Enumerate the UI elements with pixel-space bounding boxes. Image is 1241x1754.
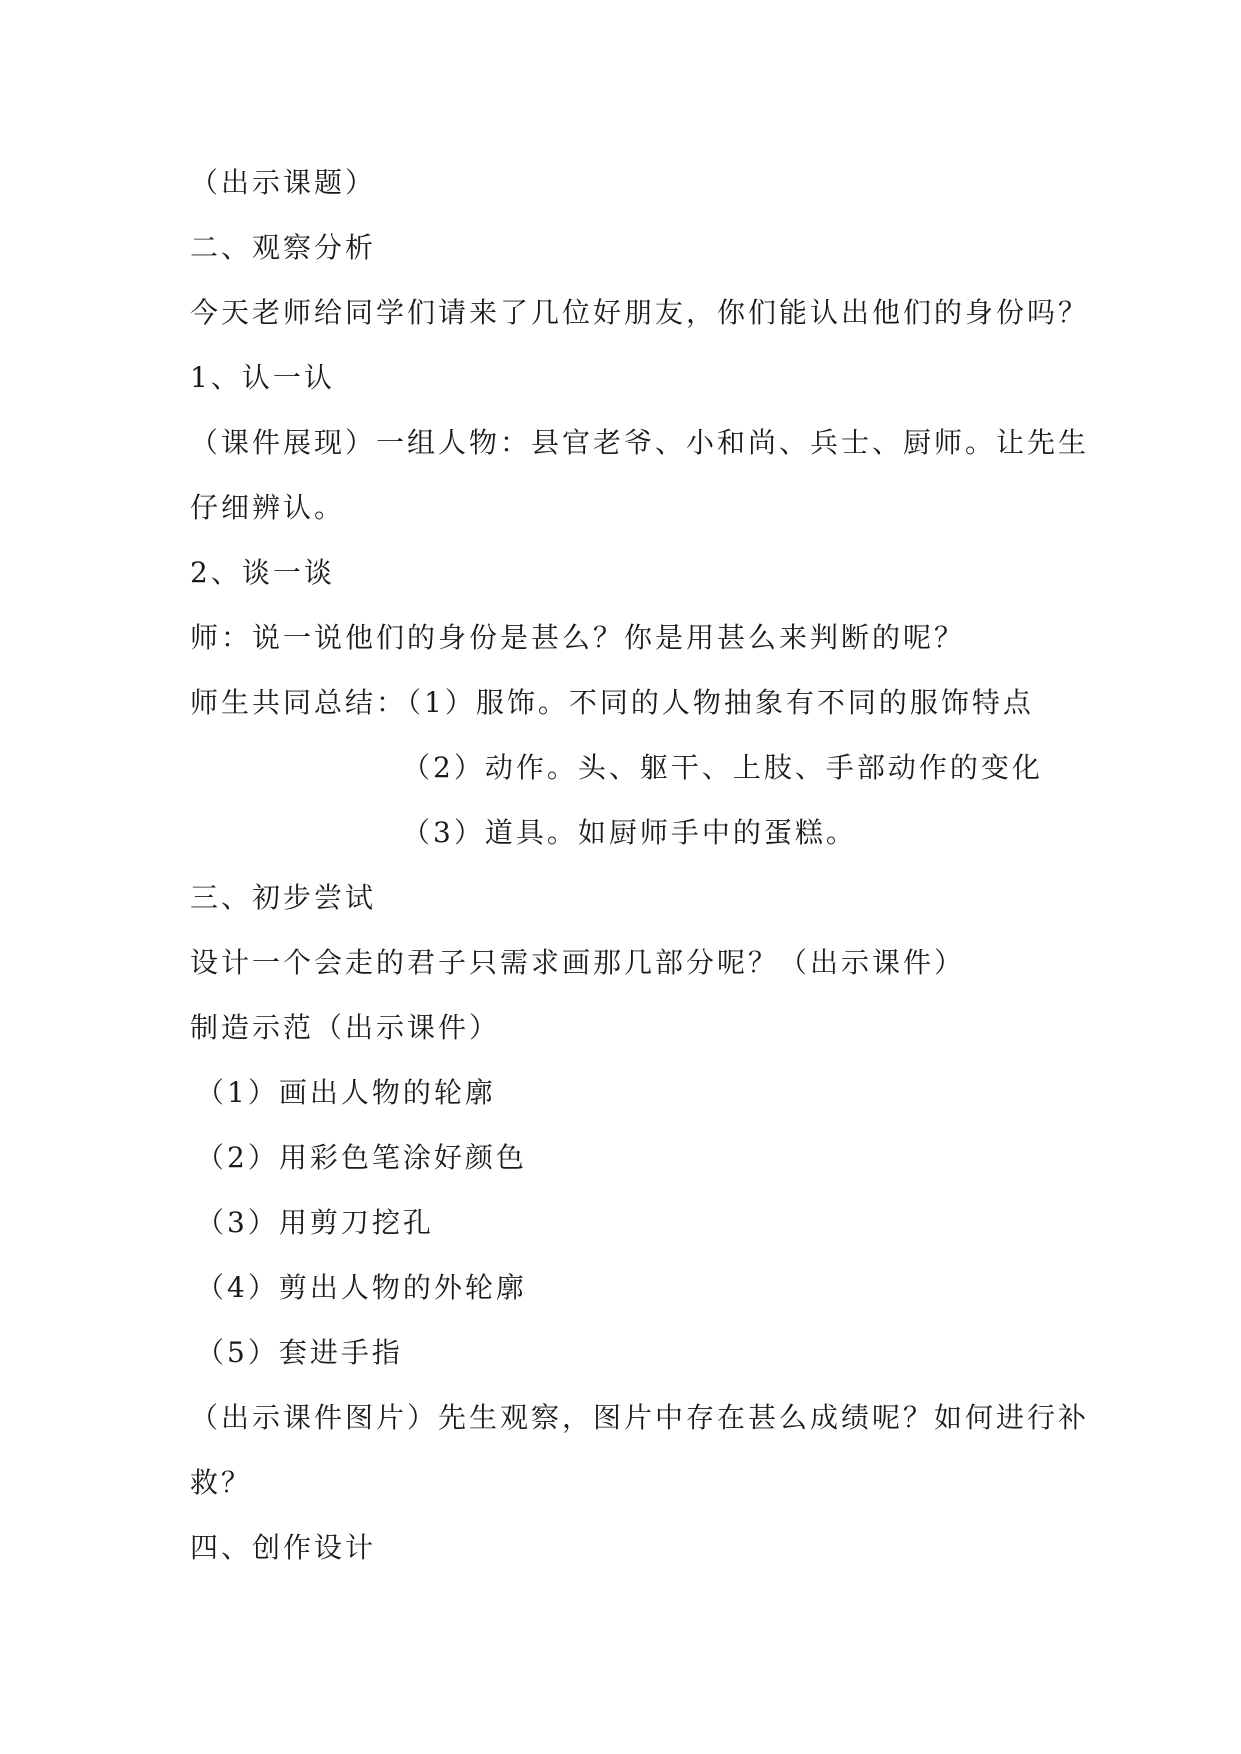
step-item-2: （2）用彩色笔涂好颜色 <box>196 1141 527 1174</box>
text-line-design-question: 设计一个会走的君子只需求画那几部分呢？（出示课件） <box>190 946 966 979</box>
subheading-recognize: 1、认一认 <box>190 361 335 394</box>
step-item-4: （4）剪出人物的外轮廓 <box>196 1271 527 1304</box>
section-heading-observe: 二、观察分析 <box>190 231 377 264</box>
subheading-discuss: 2、谈一谈 <box>190 556 335 589</box>
text-line-intro-friends: 今天老师给同学们请来了几位好朋友，你们能认出他们的身份吗？ <box>190 296 1090 329</box>
section-heading-try: 三、初步尝试 <box>190 881 377 914</box>
step-item-5: （5）套进手指 <box>196 1336 403 1369</box>
text-line-show-topic: （出示课题） <box>190 166 377 199</box>
text-line-observe-picture-cont: 救？ <box>190 1466 253 1499</box>
text-line-summary-1: 师生共同总结：（1）服饰。不同的人物抽象有不同的服饰特点 <box>190 686 1034 719</box>
text-line-teacher-question: 师：说一说他们的身份是甚么？你是用甚么来判断的呢？ <box>190 621 966 654</box>
step-item-1: （1）画出人物的轮廓 <box>196 1076 496 1109</box>
text-line-characters: （课件展现）一组人物：县官老爷、小和尚、兵士、厨师。让先生 <box>190 426 1090 459</box>
section-heading-create: 四、创作设计 <box>190 1531 377 1564</box>
text-line-demo: 制造示范（出示课件） <box>190 1011 501 1044</box>
step-item-3: （3）用剪刀挖孔 <box>196 1206 434 1239</box>
text-line-observe-picture: （出示课件图片）先生观察，图片中存在甚么成绩呢？如何进行补 <box>190 1401 1090 1434</box>
text-line-summary-2: （2）动作。头、躯干、上肢、手部动作的变化 <box>402 751 1043 784</box>
text-line-characters-cont: 仔细辨认。 <box>190 491 346 524</box>
text-line-summary-3: （3）道具。如厨师手中的蛋糕。 <box>402 816 857 849</box>
